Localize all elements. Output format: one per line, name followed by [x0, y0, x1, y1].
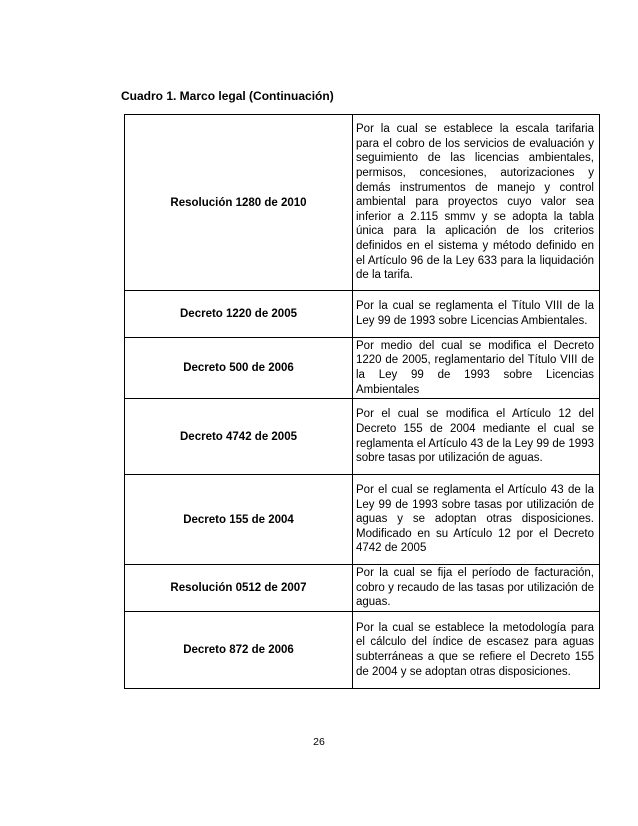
- table-row: [125, 565, 600, 612]
- table-row: [125, 475, 600, 565]
- legal-framework-table: [124, 114, 600, 689]
- table-row: [125, 291, 600, 338]
- table-row: [125, 338, 600, 399]
- norm-name: Decreto 872 de 2006: [125, 612, 353, 689]
- page-number: 26: [313, 736, 325, 748]
- norm-name: Decreto 500 de 2006: [125, 338, 353, 399]
- norm-description: Por el cual se reglamenta el Artículo 43 de la Ley 99 de 1993 sobre tasas por utilización de aguas y se adoptan otras disposiciones. Modificado en su Artículo 12 por el Decreto 4742 de 2005: [353, 475, 600, 565]
- norm-name: Resolución 0512 de 2007: [125, 565, 353, 612]
- table-row: [125, 399, 600, 475]
- norm-name: Decreto 4742 de 2005: [125, 399, 353, 475]
- norm-name: Resolución 1280 de 2010: [125, 115, 353, 291]
- norm-name: Decreto 1220 de 2005: [125, 291, 353, 338]
- norm-description: Por la cual se establece la escala tarifaria para el cobro de los servicios de evaluación y seguimiento de las licencias ambientales, permisos, concesiones, autorizaciones y demás instrumentos de manejo y control ambiental para proyectos cuyo valor sea inferior a 2.115 smmv y se adopta la tabla única para la aplicación de los criterios definidos en el sistema y método definido en el Artículo 96 de la Ley 633 para la liquidación de la tarifa.: [353, 115, 600, 291]
- table-row: [125, 612, 600, 689]
- norm-description: Por la cual se establece la metodología para el cálculo del índice de escasez para aguas subterráneas a que se refiere el Decreto 155 de 2004 y se adoptan otras disposiciones.: [353, 612, 600, 689]
- norm-description: Por la cual se reglamenta el Título VIII de la Ley 99 de 1993 sobre Licencias Ambientales.: [353, 291, 600, 338]
- table-caption: Cuadro 1. Marco legal (Continuación): [121, 89, 334, 103]
- norm-description: Por medio del cual se modifica el Decreto 1220 de 2005, reglamentario del Título VIII de la Ley 99 de 1993 sobre Licencias Ambientales: [353, 338, 600, 399]
- norm-description: Por el cual se modifica el Artículo 12 del Decreto 155 de 2004 mediante el cual se reglamenta el Artículo 43 de la Ley 99 de 1993 sobre tasas por utilización de aguas.: [353, 399, 600, 475]
- norm-description: Por la cual se fija el período de facturación, cobro y recaudo de las tasas por utilización de aguas.: [353, 565, 600, 612]
- norm-name: Decreto 155 de 2004: [125, 475, 353, 565]
- table-row: [125, 115, 600, 291]
